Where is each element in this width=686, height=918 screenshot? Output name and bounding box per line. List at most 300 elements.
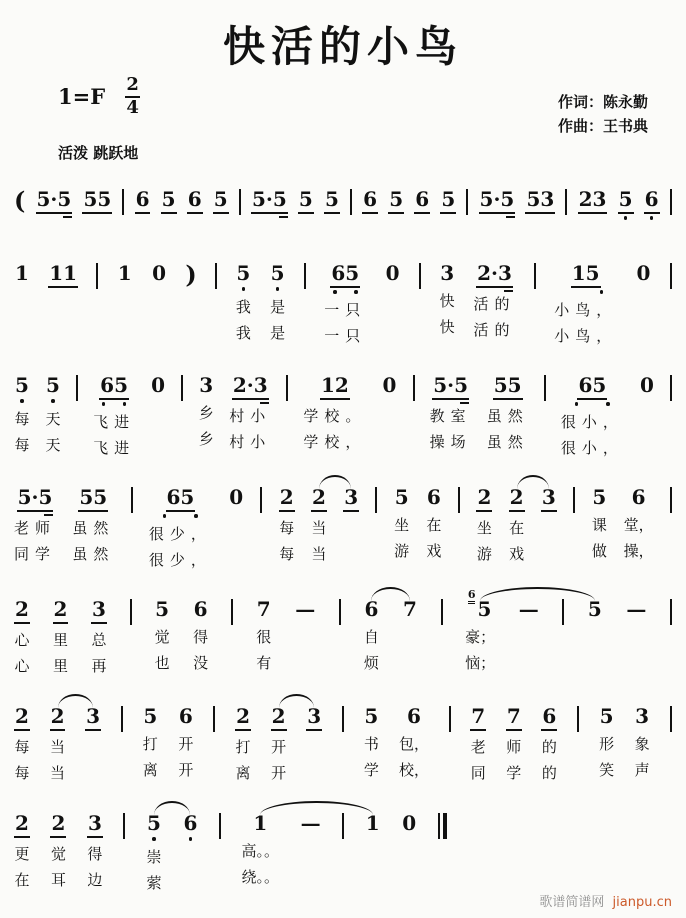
note <box>591 486 607 561</box>
lyric-verse2: 天 <box>45 436 61 454</box>
note-row <box>187 188 203 214</box>
rest-note <box>382 374 398 449</box>
lyric-verse1: 堂， <box>623 516 654 534</box>
note-row <box>17 486 54 512</box>
note-row <box>363 705 379 728</box>
note-digit: 1 <box>15 261 29 285</box>
note <box>306 705 322 783</box>
note-digit: 55 <box>493 374 523 400</box>
barline-mark <box>670 706 672 732</box>
octave-dot <box>20 399 24 403</box>
note-digit: 65 <box>99 374 129 400</box>
note <box>251 188 288 214</box>
note <box>14 374 30 455</box>
lyric-verse2: 离 <box>235 764 251 782</box>
lyric-verse1: 学校。 <box>303 407 367 425</box>
note <box>235 262 251 343</box>
octave-dot <box>575 402 579 406</box>
barline <box>449 705 451 784</box>
note-digit: 6 <box>193 597 208 621</box>
note-digit: 1 <box>365 811 380 835</box>
barline-mark <box>670 599 672 625</box>
note <box>440 188 456 214</box>
note <box>363 705 379 780</box>
paren-glyph: ( <box>14 186 26 215</box>
note <box>193 598 209 673</box>
lyricist-credit: 作词：陈永勤 <box>557 93 648 111</box>
note <box>161 188 177 214</box>
slur-arc <box>371 587 410 601</box>
lyric-verse1: 坐 <box>476 519 492 537</box>
barline-mark <box>466 189 468 215</box>
barline <box>339 598 341 677</box>
note <box>473 262 515 340</box>
lyric-verse1: 心 <box>14 631 30 649</box>
sixteenth-underline <box>44 514 53 516</box>
lyric-verse2: 操， <box>623 542 654 560</box>
note-digit: 0 <box>151 373 166 397</box>
note-digit: 2 <box>279 486 295 512</box>
note-row <box>45 374 61 397</box>
lyric-verse1: 觉 <box>154 628 170 646</box>
note-digit: 5 <box>270 261 285 285</box>
note-row <box>135 188 151 214</box>
note <box>624 486 654 561</box>
note-digit: 5 <box>147 811 161 835</box>
note-row <box>213 188 229 214</box>
note-row <box>631 486 647 509</box>
note-digit: 3 <box>87 812 103 838</box>
note-digit: 3 <box>635 704 650 728</box>
note-row <box>53 598 69 624</box>
barline <box>670 374 672 453</box>
note-row <box>388 188 404 214</box>
note-row <box>541 486 557 512</box>
lyric-verse1: 老师 <box>14 519 57 537</box>
note-digit: 3 <box>91 598 107 624</box>
note-digit: 5 <box>592 485 607 509</box>
barline <box>565 188 567 215</box>
note <box>439 262 455 337</box>
note-digit: 7 <box>256 597 271 621</box>
barline-mark <box>544 375 546 401</box>
lyric-verse1: 开 <box>178 735 194 753</box>
barline-mark <box>577 706 579 732</box>
octave-dot <box>600 290 604 294</box>
lyric-verse2: 边 <box>87 871 103 889</box>
note-row <box>509 486 525 512</box>
lyric-verse2: 开 <box>178 761 194 779</box>
note-row <box>406 705 422 728</box>
note-row <box>440 188 456 214</box>
note-row <box>256 598 272 621</box>
note-row <box>252 812 268 835</box>
score-line <box>10 358 676 458</box>
note-row <box>91 598 107 624</box>
note <box>300 812 322 887</box>
site-url: jianpu.cn <box>612 895 672 910</box>
note-digit: 2·3 <box>476 262 513 288</box>
note-digit: 6 <box>364 597 379 621</box>
barline <box>458 486 460 565</box>
note-digit: 23 <box>578 188 608 214</box>
note-digit: 5·5 <box>17 486 54 512</box>
lyric-verse2: 再 <box>91 657 107 675</box>
note <box>430 374 472 452</box>
note <box>479 188 516 214</box>
barline <box>375 486 377 565</box>
note-row <box>228 486 244 509</box>
note-row <box>426 486 442 509</box>
octave-dot <box>189 837 193 841</box>
lyric-verse1: 开 <box>271 738 287 756</box>
note <box>256 598 272 673</box>
note-digit: 65 <box>330 262 360 288</box>
note-digit: 5 <box>213 188 229 214</box>
lyric-verse1: 当 <box>311 519 327 537</box>
lyric-verse1: 自 <box>363 628 379 646</box>
note <box>487 374 529 452</box>
barline <box>670 598 672 677</box>
note-row <box>85 705 101 731</box>
barline <box>419 262 421 341</box>
lyric-verse2: 每 <box>279 545 295 563</box>
composer-credit: 作曲：王书典 <box>557 117 648 135</box>
final-bar-thick <box>443 813 447 839</box>
lyric-verse1: 书 <box>363 735 379 753</box>
barline <box>231 598 233 677</box>
barline <box>350 188 352 215</box>
octave-dot <box>163 514 167 518</box>
note-row <box>117 262 133 285</box>
lyric-verse2: 活的 <box>473 321 516 339</box>
lyric-verse1: 虽然 <box>486 407 529 425</box>
sixteenth-underline <box>260 402 269 404</box>
note-row <box>467 588 493 621</box>
octave-dots <box>45 399 61 403</box>
note-row <box>432 374 469 400</box>
note-digit: 5 <box>298 188 314 214</box>
lyric-verse2: 是 <box>270 324 286 342</box>
note <box>229 374 271 452</box>
score-line <box>10 172 676 220</box>
note-row <box>402 598 418 621</box>
note-row <box>306 705 322 731</box>
score-line <box>10 689 676 784</box>
note-digit: 5 <box>587 597 602 621</box>
barline-mark <box>375 487 377 513</box>
lyric-verse2: 没 <box>193 654 209 672</box>
octave-dots <box>235 287 251 291</box>
note-digit: 2 <box>235 705 251 731</box>
note-row <box>518 598 540 621</box>
note-row <box>470 705 486 731</box>
lyric-verse2: 声 <box>634 761 650 779</box>
note-digit: 6 <box>362 188 378 214</box>
note-digit: 5 <box>324 188 340 214</box>
octave-dots <box>183 837 199 841</box>
note-digit: 5 <box>236 261 251 285</box>
note-digit: 1 <box>117 261 132 285</box>
note-digit: 2 <box>14 812 30 838</box>
note-digit: 3 <box>343 486 359 512</box>
barline-mark <box>130 599 132 625</box>
lyric-verse1: 很少， <box>148 525 212 543</box>
barline <box>413 374 415 453</box>
note-digit: — <box>300 811 321 835</box>
note-digit: 5·5 <box>36 188 73 214</box>
octave-dot <box>194 514 198 518</box>
note-row <box>343 486 359 512</box>
note <box>14 812 30 890</box>
note <box>117 262 133 337</box>
note-row <box>625 598 647 621</box>
lyric-verse2: 烦 <box>363 654 379 672</box>
rest-note <box>639 374 655 449</box>
score-line <box>10 470 676 570</box>
lyric-verse1: 更 <box>14 845 30 863</box>
barline <box>286 374 288 453</box>
note-digit: 2·3 <box>232 374 269 400</box>
note-row <box>142 705 158 728</box>
octave-dot <box>152 837 156 841</box>
note <box>541 705 557 783</box>
note-row <box>146 812 162 835</box>
lyric-verse1: 乡 <box>198 404 214 422</box>
note-digit: 2 <box>311 486 327 512</box>
sixteenth-underline <box>504 290 513 292</box>
barline-mark <box>121 706 123 732</box>
note-row <box>311 486 327 512</box>
barline <box>96 262 98 341</box>
note <box>426 486 442 561</box>
note-row <box>183 812 199 835</box>
note-row <box>279 486 295 512</box>
lyric-verse1: 形 <box>599 735 615 753</box>
note-row <box>298 188 314 214</box>
octave-dot <box>624 216 628 220</box>
lyric-verse2: 笑 <box>599 761 615 779</box>
slur-arc <box>480 587 595 601</box>
barline <box>534 262 536 341</box>
lyric-verse1: 每 <box>279 519 295 537</box>
intro-open-paren <box>14 188 25 214</box>
note <box>554 262 617 346</box>
note-digit: 6 <box>407 704 421 728</box>
lyric-verse2: 耳 <box>50 871 66 889</box>
note <box>587 598 603 673</box>
note-row <box>577 374 607 400</box>
octave-dots <box>149 514 212 518</box>
barline-mark <box>441 599 443 625</box>
lyric-verse1: 坐 <box>394 516 410 534</box>
barline <box>260 486 262 565</box>
lyric-verse2: 恼； <box>465 654 496 672</box>
barline <box>239 188 241 215</box>
score-line <box>10 582 676 677</box>
lyric-verse2: 游 <box>476 545 492 563</box>
barline <box>215 262 217 341</box>
lyric-verse1: 我 <box>235 298 251 316</box>
note <box>48 262 78 340</box>
lyric-verse1: 在 <box>426 516 442 534</box>
barline-mark <box>123 813 125 839</box>
note-row <box>365 812 381 835</box>
barline-mark <box>670 375 672 401</box>
note-row <box>14 262 30 285</box>
barline-mark <box>76 375 78 401</box>
barline-mark <box>342 813 344 839</box>
note <box>343 486 359 564</box>
lyric-verse1: 当 <box>50 738 66 756</box>
lyric-verse2: 学校， <box>303 433 367 451</box>
barline <box>573 486 575 565</box>
note-row <box>87 812 103 838</box>
lyric-verse1: 很小， <box>560 413 624 431</box>
note <box>149 486 212 570</box>
lyric-verse2: 萦 <box>146 874 162 892</box>
barline-mark <box>304 263 306 289</box>
lyric-verse2: 我 <box>235 324 251 342</box>
slur-arc <box>279 694 315 708</box>
barline-mark <box>534 263 536 289</box>
note-digit: 3 <box>440 261 455 285</box>
barline-mark <box>181 375 183 401</box>
lyric-verse1: 虽然 <box>72 519 115 537</box>
barline-mark <box>670 263 672 289</box>
note-digit: — <box>295 597 316 621</box>
note-digit: 65 <box>577 374 607 400</box>
lyric-verse2: 绕。。 <box>241 868 280 886</box>
slur-arc <box>58 694 94 708</box>
note-digit: 0 <box>402 811 417 835</box>
lyric-verse1: 打 <box>142 735 158 753</box>
header-row <box>0 70 686 142</box>
barline-mark <box>449 706 451 732</box>
note-row <box>232 374 269 400</box>
note-row <box>479 188 516 214</box>
note <box>518 598 540 673</box>
barline <box>577 705 579 784</box>
note-row <box>414 188 430 214</box>
lyric-verse1: 得 <box>87 845 103 863</box>
sixteenth-underline <box>63 216 72 218</box>
note-digit: 6 <box>541 705 557 731</box>
lyric-verse2: 很小， <box>560 439 624 457</box>
barline <box>304 262 306 341</box>
slur-arc <box>517 475 549 489</box>
note-digit: 2 <box>509 486 525 512</box>
sixteenth-underline <box>460 402 469 404</box>
note <box>14 486 56 564</box>
note-digit: 6 <box>414 188 430 214</box>
lyric-verse1: 觉 <box>50 845 66 863</box>
note <box>45 374 61 455</box>
barline-mark <box>213 706 215 732</box>
note-digit: 5·5 <box>479 188 516 214</box>
note <box>50 812 66 890</box>
slur-arc <box>154 801 190 815</box>
octave-dot <box>354 290 358 294</box>
note <box>525 188 555 214</box>
note <box>14 598 30 676</box>
barline-mark <box>565 189 567 215</box>
note-digit: 2 <box>14 598 30 624</box>
note-digit: 6 <box>631 485 646 509</box>
note-row <box>476 486 492 512</box>
barline-mark <box>219 813 221 839</box>
lyric-verse1: 是 <box>270 298 286 316</box>
lyric-verse2: 村小 <box>229 433 272 451</box>
note-row <box>50 705 66 731</box>
note-digit: — <box>518 597 539 621</box>
note-row <box>48 262 78 288</box>
note-digit: 0 <box>229 485 244 509</box>
lyric-verse2: 小鸟， <box>554 327 618 345</box>
note <box>541 486 557 564</box>
lyric-verse1: 快 <box>439 292 455 310</box>
lyric-verse2: 也 <box>154 654 170 672</box>
lyric-verse2: 一只 <box>324 327 367 345</box>
lyric-verse1: 的 <box>541 738 557 756</box>
score-area <box>0 172 686 893</box>
octave-dots <box>146 837 162 841</box>
note-row <box>591 486 607 509</box>
note-digit: 55 <box>82 188 112 214</box>
lyric-verse1: 每 <box>14 410 30 428</box>
slur-arc <box>319 475 351 489</box>
barline <box>122 188 124 215</box>
note-row <box>154 598 170 621</box>
watermark-footer <box>539 891 672 910</box>
note <box>242 812 280 887</box>
sixteenth-underline <box>279 216 288 218</box>
lyric-verse1: 在 <box>509 519 525 537</box>
grace-note: 6 <box>468 589 476 604</box>
barline-mark <box>231 599 233 625</box>
time-signature <box>125 76 140 118</box>
note-digit: — <box>626 597 647 621</box>
note <box>476 486 492 564</box>
note-row <box>324 188 340 214</box>
barline-mark <box>239 189 241 215</box>
note-digit: 0 <box>639 373 654 397</box>
lyric-verse1: 一只 <box>324 301 367 319</box>
note-row <box>493 374 523 400</box>
note <box>50 705 66 783</box>
barline <box>544 374 546 453</box>
octave-dots <box>270 287 286 291</box>
lyric-verse1: 包， <box>398 735 429 753</box>
note-digit: 5 <box>440 188 456 214</box>
note <box>324 188 340 214</box>
note-digit: 2 <box>14 705 30 731</box>
note-digit: 6 <box>183 811 198 835</box>
note-digit: 0 <box>636 261 651 285</box>
note <box>213 188 229 214</box>
lyric-verse2: 很少， <box>148 551 212 569</box>
note <box>270 262 286 343</box>
lyric-verse1: 里 <box>52 631 68 649</box>
octave-dots <box>324 290 366 294</box>
lyric-verse1: 天 <box>45 410 61 428</box>
note-row <box>271 705 287 731</box>
note-digit: 0 <box>385 261 400 285</box>
barline-mark <box>670 189 672 215</box>
barline <box>441 598 443 677</box>
barline-mark <box>122 189 124 215</box>
note-digit: 2 <box>50 812 66 838</box>
